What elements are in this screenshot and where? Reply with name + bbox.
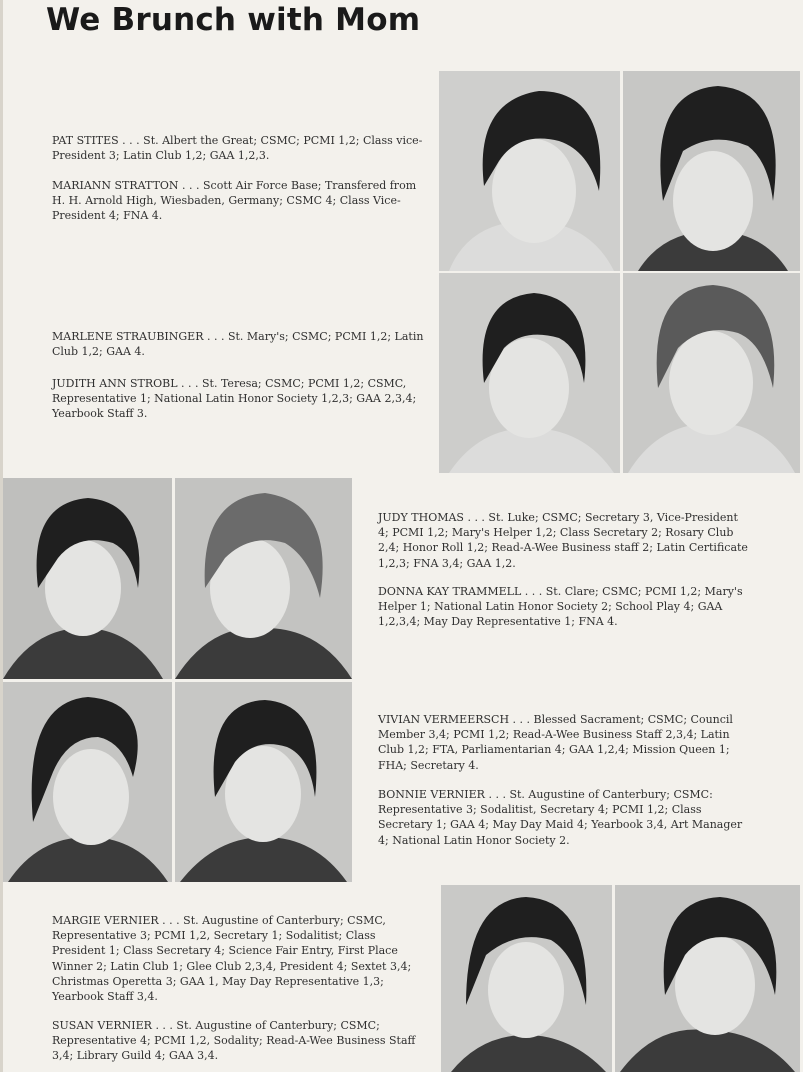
- portrait-photo-margie-vernier: [441, 885, 612, 1072]
- portrait-photo-judy-thomas: [3, 478, 172, 679]
- bio-judy-thomas: JUDY THOMAS . . . St. Luke; CSMC; Secretary 3, Vice-President 4; PCMI 1,2; Mary's Helper 1,2; Class Secretary 2; Rosary Club 2,4; Honor Roll 1,2; Read-A-Wee Business staff 2; Latin Certificate 1,2,3; FNA 3,4; GAA 1,2.: [378, 511, 748, 570]
- portrait-photo-pat-stites: [439, 71, 620, 271]
- portrait-photo-vivian-vermeersch: [3, 682, 172, 882]
- bio-judith-ann-strobl: JUDITH ANN STROBL . . . St. Teresa; CSMC; PCMI 1,2; CSMC, Representative 1; National Latin Honor Society 1,2,3; GAA 2,3,4; Yearbook Staff 3.: [52, 377, 417, 421]
- portrait-photo-donna-kay-trammell: [175, 478, 352, 679]
- bio-donna-kay-trammell: DONNA KAY TRAMMELL . . . St. Clare; CSMC; PCMI 1,2; Mary's Helper 1; National Latin Honor Society 2; School Play 4; GAA 1,2,3,4; May Day Representative 1; FNA 4.: [378, 585, 743, 629]
- bio-susan-vernier: SUSAN VERNIER . . . St. Augustine of Canterbury; CSMC; Representative 4; PCMI 1,2, Sodality; Read-A-Wee Business Staff 3,4; Library Guild 4; GAA 3,4.: [52, 1019, 416, 1063]
- bio-bonnie-vernier: BONNIE VERNIER . . . St. Augustine of Canterbury; CSMC: Representative 3; Sodalitist, Secretary 4; PCMI 1,2; Class Secretary 1; GAA 4; May Day Maid 4; Yearbook 3,4, Art Manager 4; National Latin Honor Society 2.: [378, 788, 743, 847]
- bio-marlene-straubinger: MARLENE STRAUBINGER . . . St. Mary's; CSMC; PCMI 1,2; Latin Club 1,2; GAA 4.: [52, 330, 424, 359]
- portrait-photo-judith-ann-strobl: [623, 273, 800, 473]
- bio-vivian-vermeersch: VIVIAN VERMEERSCH . . . Blessed Sacrament; CSMC; Council Member 3,4; PCMI 1,2; Read-A-Wee Business Staff 2,3,4; Latin Club 1,2; FTA, Parliamentarian 4; GAA 1,2,4; Mission Queen 1; FHA; Secretary 4.: [378, 713, 733, 772]
- portrait-photo-bonnie-vernier: [175, 682, 352, 882]
- portrait-photo-susan-vernier: [615, 885, 800, 1072]
- portrait-photo-mariann-stratton: [623, 71, 800, 271]
- bio-pat-stites: PAT STITES . . . St. Albert the Great; CSMC; PCMI 1,2; Class vice-President 3; Latin Club 1,2; GAA 1,2,3.: [52, 134, 423, 163]
- bio-mariann-stratton: MARIANN STRATTON . . . Scott Air Force Base; Transfered from H. H. Arnold High, Wiesbaden, Germany; CSMC 4; Class Vice-President 4; FNA 4.: [52, 179, 417, 223]
- bio-margie-vernier: MARGIE VERNIER . . . St. Augustine of Canterbury; CSMC, Representative 3; PCMI 1,2, Secretary 1; Sodalitist; Class President 1; Class Secretary 4; Science Fair Entry, First Place Winner 2; Latin Club 1; Glee Club 2,3,4, President 4; Sextet 3,4; Christmas Operetta 3; GAA 1, May Day Representative 1,3; Yearbook Staff 3,4.: [52, 914, 412, 1004]
- portrait-photo-marlene-straubinger: [439, 273, 620, 473]
- page-title: We Brunch with Mom: [46, 2, 421, 38]
